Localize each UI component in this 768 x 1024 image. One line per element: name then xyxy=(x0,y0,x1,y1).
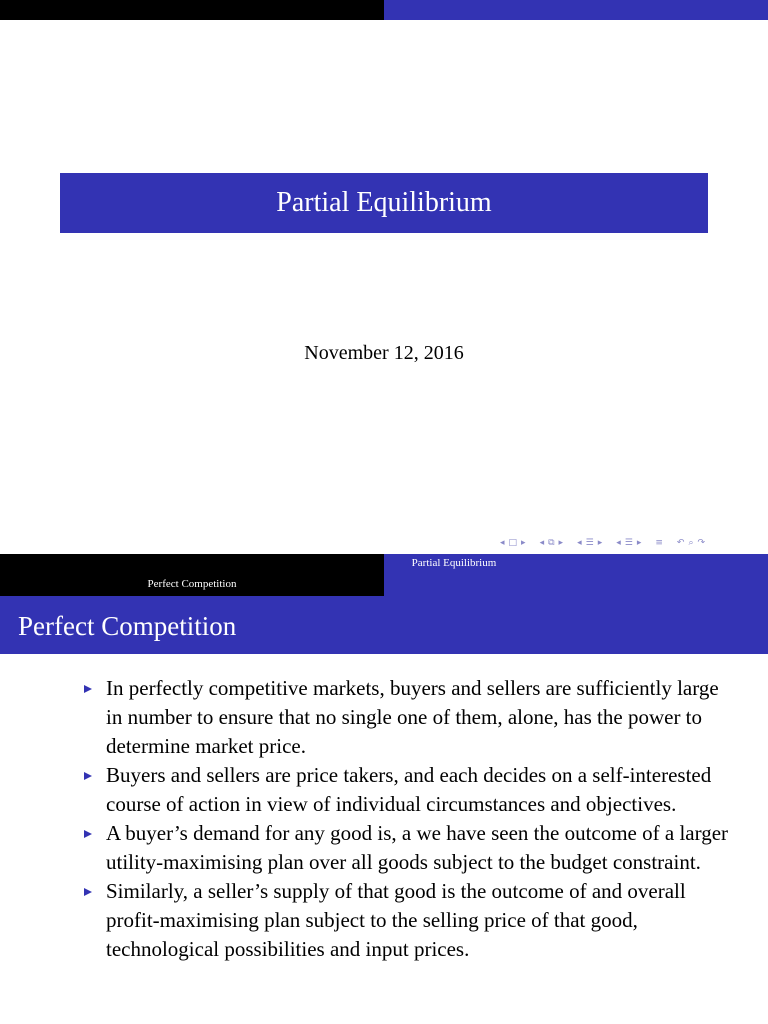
nav-search-icon[interactable]: ⌕ xyxy=(688,538,694,548)
bullet-item xyxy=(78,819,738,877)
headline-title: Partial Equilibrium xyxy=(411,557,497,569)
bullet-triangle-icon xyxy=(84,830,92,838)
nav-next-icon[interactable]: ▸ xyxy=(636,538,642,548)
presentation-date: November 12, 2016 xyxy=(304,342,464,364)
bullet-triangle-icon xyxy=(84,772,92,780)
bullet-triangle-icon xyxy=(84,888,92,896)
bullet-text: A buyer’s demand for any good is, a we have seen the outcome of a larger utility-maximising plan over all goods subject to the budget constraint. xyxy=(106,821,729,874)
headline-title-panel xyxy=(384,554,768,596)
frame-title-bar xyxy=(0,596,768,654)
nav-frame-icon[interactable]: □ xyxy=(508,538,518,548)
bullet-item xyxy=(78,674,738,761)
nav-next-icon[interactable]: ▸ xyxy=(521,538,526,548)
nav-next-icon[interactable]: ▸ xyxy=(597,538,603,548)
headline-bar-left xyxy=(0,0,384,20)
nav-next-icon[interactable]: ▸ xyxy=(558,538,564,548)
nav-prev-icon[interactable]: ◂ xyxy=(616,538,621,548)
nav-back-icon[interactable]: ↶ xyxy=(676,538,685,548)
nav-prev-icon[interactable]: ◂ xyxy=(500,538,505,548)
nav-doc-icon[interactable]: ☰ xyxy=(624,538,633,548)
bullet-text: In perfectly competitive markets, buyers and sellers are sufficiently large in number to ensure that no single one of them, alone, has the power to determine market price. xyxy=(106,676,719,758)
nav-prev-icon[interactable]: ◂ xyxy=(577,538,582,548)
navigation-symbols xyxy=(500,534,768,552)
bullet-text: Similarly, a seller’s supply of that good is the outcome of and overall profit-maximising plan subject to the selling price of that good, technological possibilities and input prices. xyxy=(106,879,686,961)
presentation-title: Partial Equilibrium xyxy=(276,187,492,218)
headline-section: Perfect Competition xyxy=(147,578,237,590)
nav-subsection-icon[interactable]: ⧉ xyxy=(548,538,555,548)
bullet-item xyxy=(78,761,738,819)
nav-section-icon[interactable]: ☰ xyxy=(585,538,594,548)
bullet-triangle-icon xyxy=(84,685,92,693)
nav-prev-icon[interactable]: ◂ xyxy=(539,538,545,548)
title-box xyxy=(60,173,708,233)
nav-forward-icon[interactable]: ↷ xyxy=(697,538,706,548)
bullet-item xyxy=(78,877,738,964)
nav-align-icon[interactable]: ≡ xyxy=(655,538,663,548)
bullet-text: Buyers and sellers are price takers, and each decides on a self-interested course of action in view of individual circumstances and objectives. xyxy=(106,763,712,816)
frame-title: Perfect Competition xyxy=(18,611,237,641)
headline-bar-right xyxy=(384,0,768,20)
bullet-list xyxy=(78,674,738,964)
headline-section-panel xyxy=(0,554,384,596)
